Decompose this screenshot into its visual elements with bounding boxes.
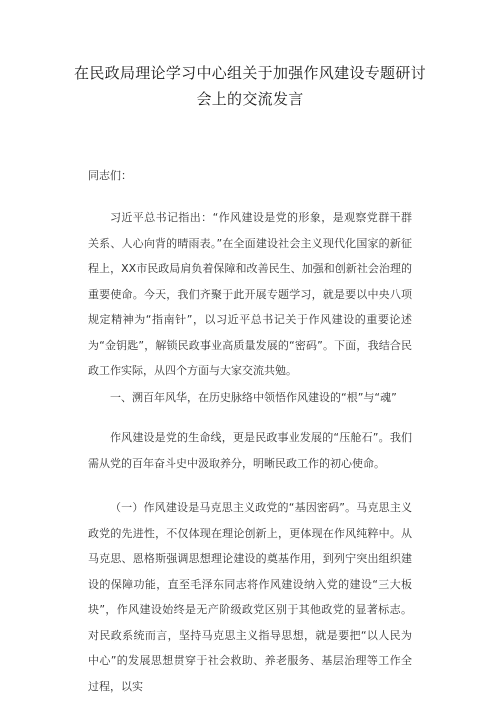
document-title-line-1: 在民政局理论学习中心组关于加强作风建设专题研讨 — [74, 64, 426, 82]
section-heading-1: 一、溯百年风华，在历史脉络中领悟作风建设的“根”与“魂” — [110, 391, 397, 404]
paragraph-section-1-intro: 作风建设是党的生命线，更是民政事业发展的“压舱石”。我们需从党的百年奋斗史中汲取养分，明晰民政工作的初心使命。 — [88, 431, 412, 470]
document-title-line-2: 会上的交流发言 — [196, 90, 304, 108]
paragraph-intro: 习近平总书记指出：“作风建设是党的形象，是观察党群干群关系、人心向背的晴雨表。”在全面建设社会主义现代化国家的新征程上，XX市民政局肩负着保障和改善民生、加强和创新社会治理的重要使命。今天，我们齐聚于此开展专题学习，就是要以中央八项规定精神为“指南针”，以习近平总书记关于作风建设的重要论述为“金钥匙”，解锁民政事业高质量发展的“密码”。下面，我结合民政工作实际，从四个方面与大家交流共勉。 — [88, 211, 412, 377]
salutation: 同志们： — [88, 169, 132, 182]
paragraph-subsection-1: （一）作风建设是马克思主义政党的“基因密码”。马克思主义政党的先进性，不仅体现在理论创新上，更体现在作风纯粹中。从马克思、恩格斯强调思想理论建设的奠基作用，到列宁突出组织建设的保障功能，直至毛泽东同志将作风建设纳入党的建设“三大板块”，作风建设始终是无产阶级政党区别于其他政党的显著标志。对民政系统而言，坚持马克思主义指导思想，就是要把“以人民为中心”的发展思想贯穿于社会救助、养老服务、基层治理等工作全过程，以实 — [88, 501, 412, 693]
